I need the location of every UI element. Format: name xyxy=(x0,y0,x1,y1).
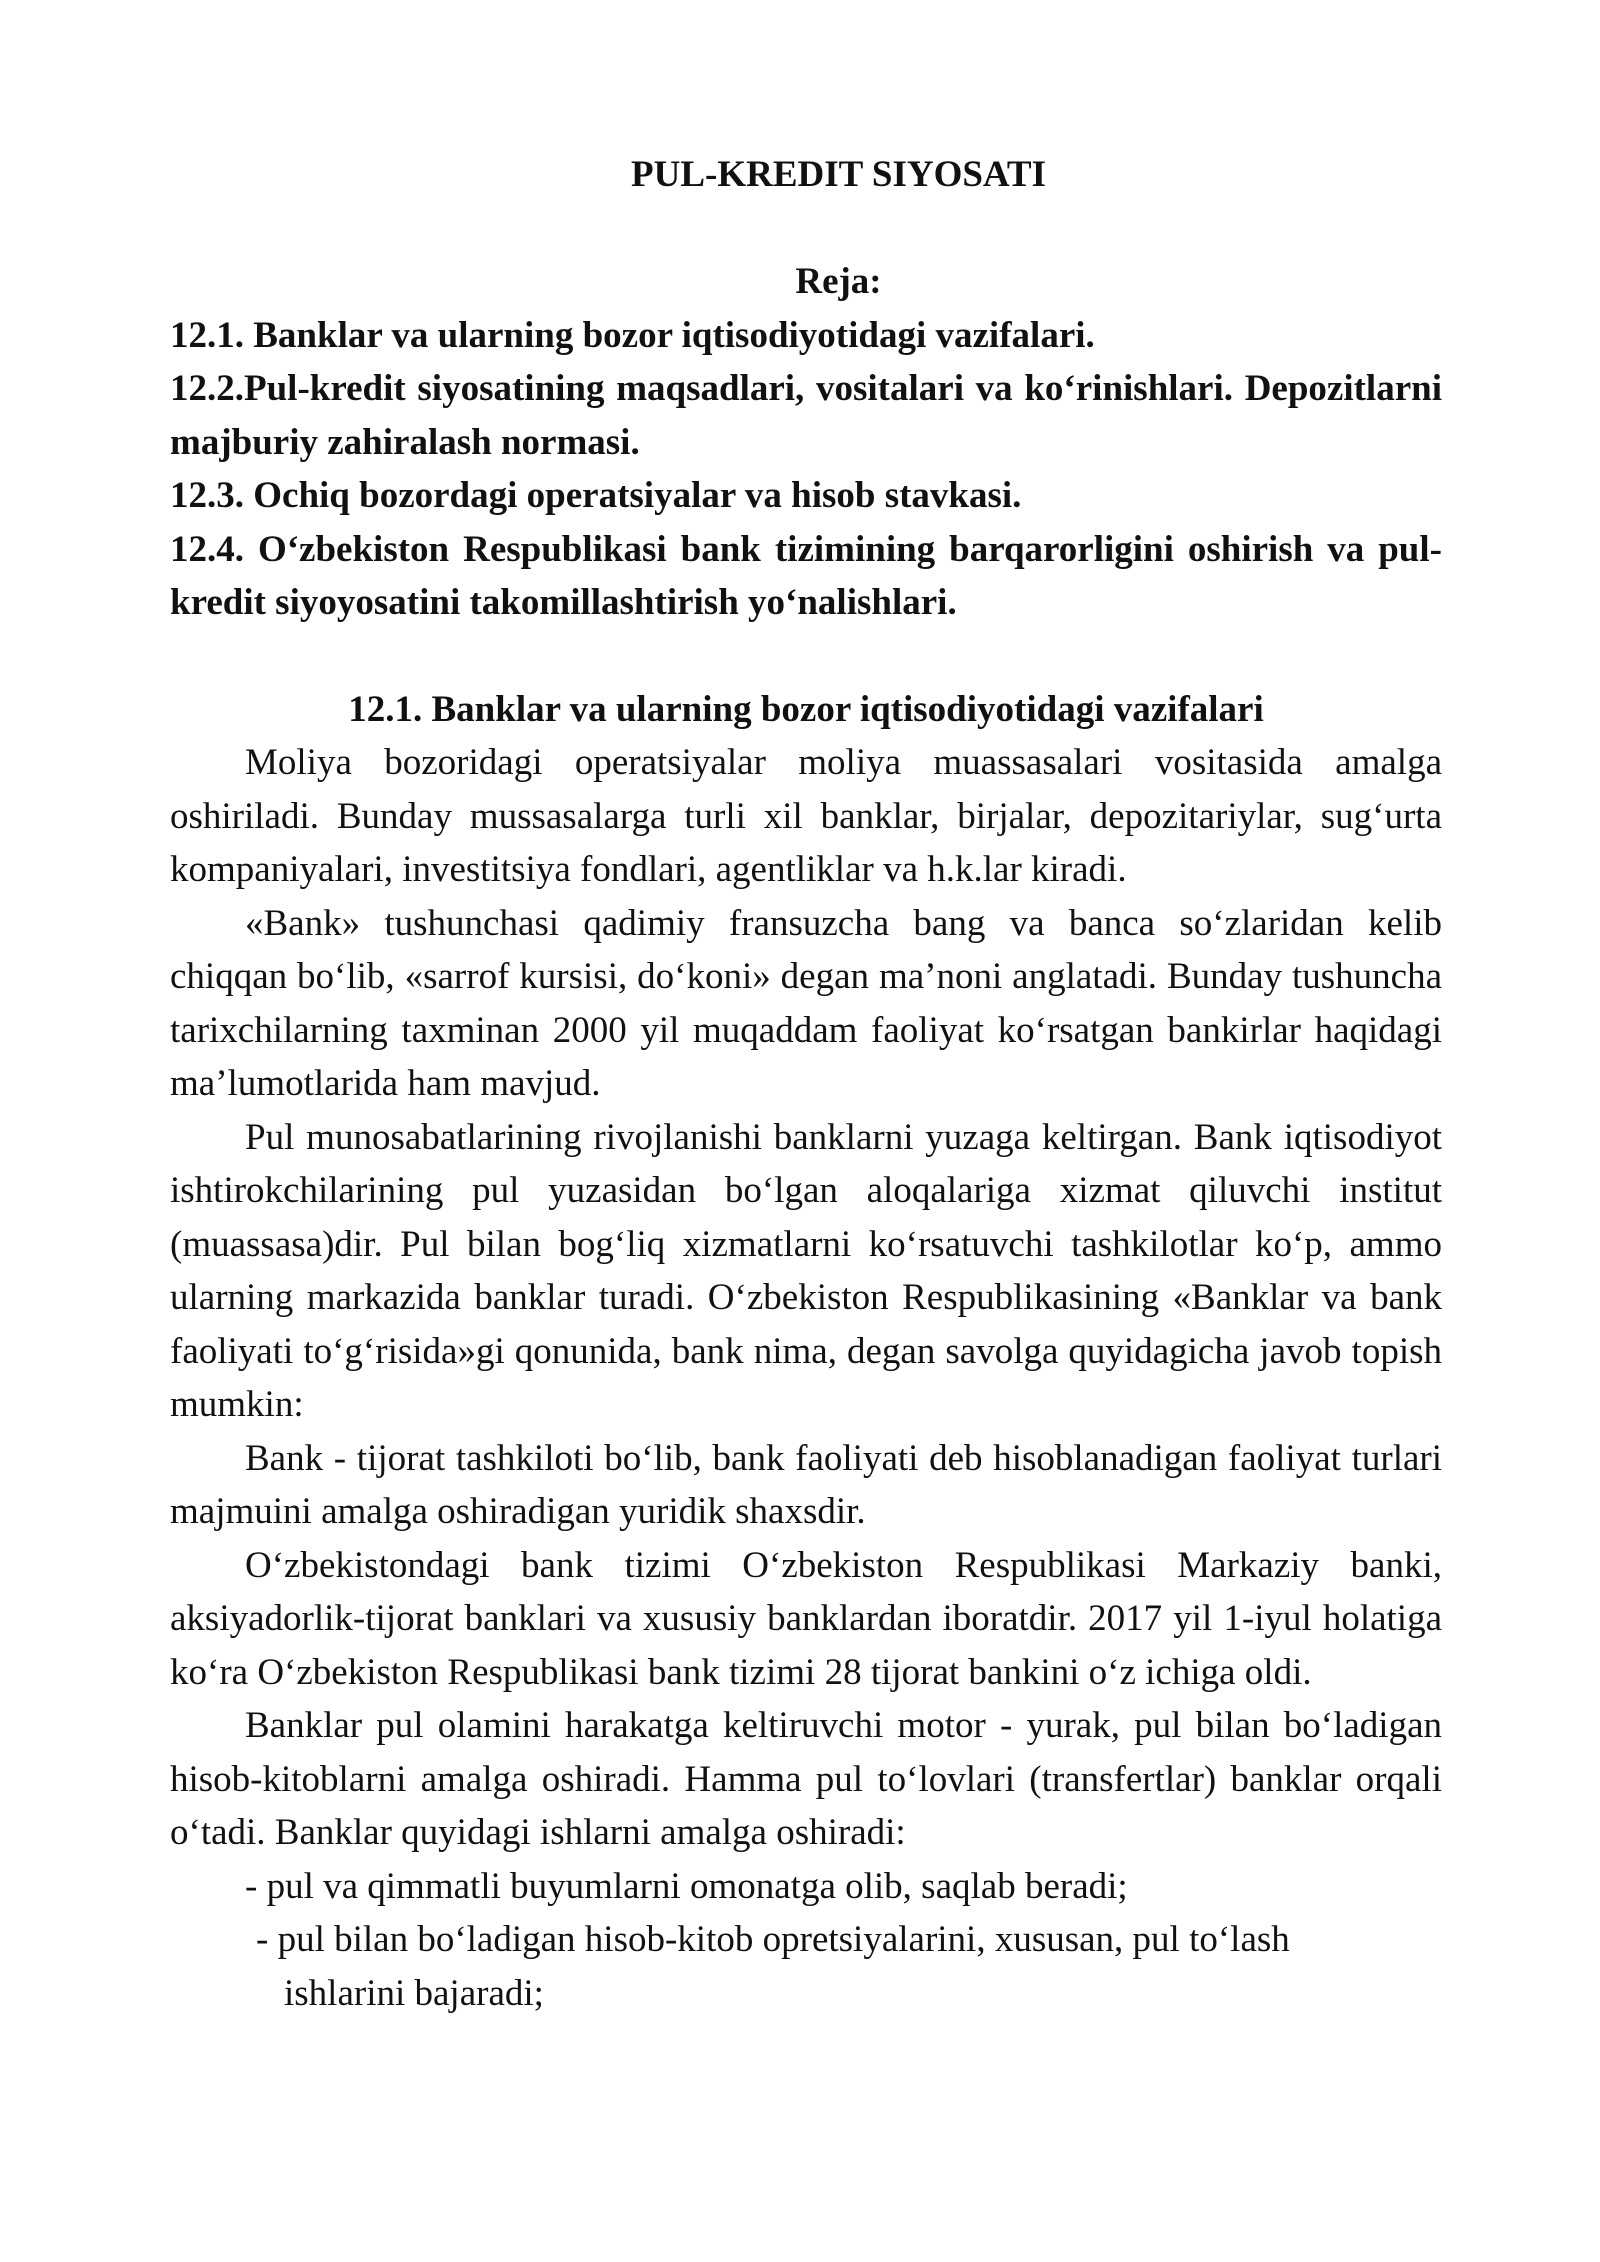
body-paragraph: Moliya bozoridagi operatsiyalar moliya muassasalari vositasida amalga oshiriladi. Bunday mussasalarga turli xil banklar, birjalar, depozitariylar, sug‘urta kompaniyalari, investitsiya fondlari, agentliklar va h.k.lar kiradi. xyxy=(170,742,1442,890)
plan-label: Reja: xyxy=(795,261,882,302)
bullet-item-text: - pul bilan bo‘ladigan hisob-kitob opretsiyalarini, xususan, pul to‘lash xyxy=(256,1919,1290,1960)
plan-item: 12.3. Ochiq bozordagi operatsiyalar va hisob stavkasi. xyxy=(170,475,1022,516)
bullet-item-continuation: ishlarini bajaradi; xyxy=(284,1972,544,2014)
body-paragraph: Bank - tijorat tashkiloti bo‘lib, bank faoliyati deb hisoblanadigan faoliyat turlari majmuini amalga oshiradigan yuridik shaxsdir. xyxy=(170,1437,1442,1532)
plan-item: 12.4. O‘zbekiston Respublikasi bank tizimining barqarorligini oshirish va pul-kredit siyoyosatini takomillashtirish yo‘nalishlari. xyxy=(170,528,1442,623)
bullet-list xyxy=(170,1860,1442,2021)
document-title: PUL-KREDIT SIYOSATI xyxy=(631,154,1046,195)
bullet-item: - pul va qimmatli buyumlarni omonatga olib, saqlab beradi; xyxy=(245,1865,1128,1907)
plan-list xyxy=(170,309,1442,630)
bullet-item xyxy=(170,1913,1442,2020)
section-heading: 12.1. Banklar va ularning bozor iqtisodiyotidagi vazifalari xyxy=(348,688,1264,730)
body-paragraph: «Bank» tushunchasi qadimiy fransuzcha bang va banca so‘zlaridan kelib chiqqan bo‘lib, «sarrof kursisi, do‘koni» degan ma’noni anglatadi. Bunday tushuncha tarixchilarning taxminan 2000 yil muqaddam faoliyat ko‘rsatgan bankirlar haqidagi ma’lumotlarida ham mavjud. xyxy=(170,902,1442,1104)
body-paragraph: Banklar pul olamini harakatga keltiruvchi motor - yurak, pul bilan bo‘ladigan hisob-kitoblarni amalga oshiradi. Hamma pul to‘lovlari (transfertlar) banklar orqali o‘tadi. Banklar quyidagi ishlarni amalga oshiradi: xyxy=(170,1705,1442,1853)
document-page xyxy=(170,148,1442,2020)
plan-item: 12.2.Pul-kredit siyosatining maqsadlari, vositalari va ko‘rinishlari. Depozitlarni majburiy zahiralash normasi. xyxy=(170,368,1442,463)
body-paragraph: Pul munosabatlarining rivojlanishi banklarni yuzaga keltirgan. Bank iqtisodiyot ishtirokchilarining pul yuzasidan bo‘lgan aloqalariga xizmat qiluvchi institut (muassasa)dir. Pul bilan bog‘liq xizmatlarni ko‘rsatuvchi tashkilotlar ko‘p, ammo ularning markazida banklar turadi. O‘zbekiston Respublikasining «Banklar va bank faoliyati to‘g‘risida»gi qonunida, bank nima, degan savolga quyidagicha javob topish mumkin: xyxy=(170,1116,1442,1425)
plan-item: 12.1. Banklar va ularning bozor iqtisodiyotidagi vazifalari. xyxy=(170,314,1095,356)
body-paragraph: O‘zbekistondagi bank tizimi O‘zbekiston Respublikasi Markaziy banki, aksiyadorlik-tijorat banklari va xususiy banklardan iboratdir. 2017 yil 1-iyul holatiga ko‘ra O‘zbekiston Respublikasi bank tizimi 28 tijorat bankini o‘z ichiga oldi. xyxy=(170,1544,1442,1693)
